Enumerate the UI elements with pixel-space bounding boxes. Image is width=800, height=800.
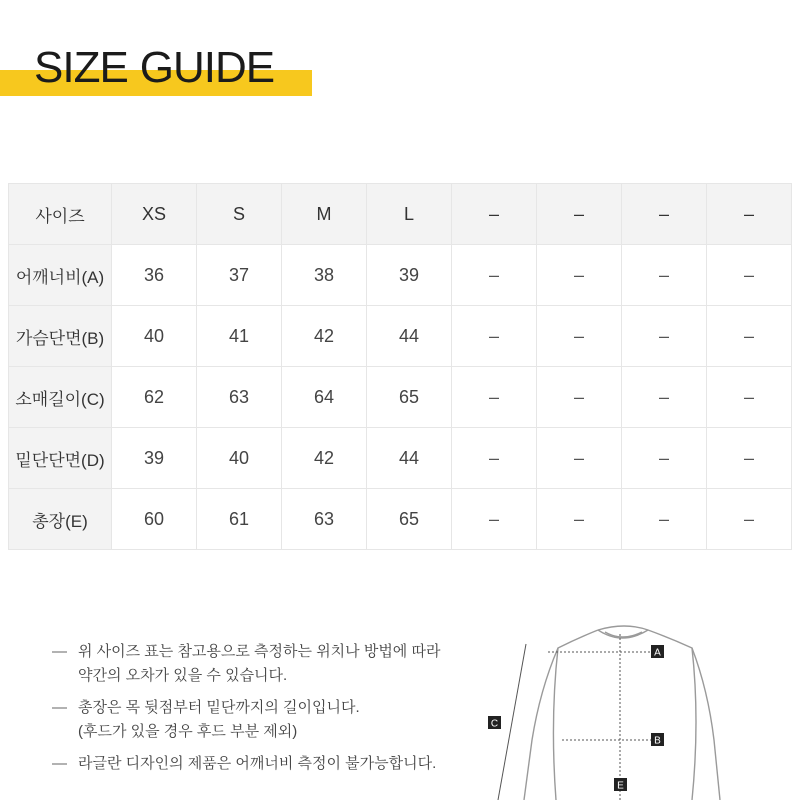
note-item [52,752,482,776]
table-cell: 42 [282,428,367,489]
table-cell: – [452,489,537,550]
table-header-cell: 사이즈 [9,184,112,245]
table-row [9,306,792,367]
table-cell: – [537,306,622,367]
table-cell: – [452,245,537,306]
table-cell: – [707,367,792,428]
table-cell: – [622,306,707,367]
table-cell: 41 [197,306,282,367]
title-word-size: SIZE [34,43,128,92]
table-cell: – [707,428,792,489]
table-cell: – [452,306,537,367]
table-cell: 38 [282,245,367,306]
label-e: E [617,780,624,792]
note-item [52,696,482,744]
table-header-cell: XS [112,184,197,245]
table-cell: 63 [282,489,367,550]
table-cell: – [622,489,707,550]
table-cell: – [622,367,707,428]
table-cell: 61 [197,489,282,550]
table-header-cell: – [707,184,792,245]
table-cell: 62 [112,367,197,428]
note-dash: — [52,643,67,660]
table-cell: 40 [112,306,197,367]
note-dash: — [52,755,67,772]
table-cell: – [452,428,537,489]
note-text: 위 사이즈 표는 참고용으로 측정하는 위치나 방법에 따라 약간의 오차가 있을 수 있습니다. [78,643,441,684]
page-title [34,42,274,94]
size-table [8,183,792,550]
table-header-cell: – [622,184,707,245]
table-header-cell: S [197,184,282,245]
table-header-row [9,184,792,245]
table-cell: – [622,245,707,306]
table-cell: – [537,367,622,428]
note-text: 총장은 목 뒷점부터 밑단까지의 길이입니다. (후드가 있을 경우 후드 부분 제외) [78,699,360,740]
table-header-cell: – [537,184,622,245]
label-c: C [490,718,499,730]
table-cell: 39 [112,428,197,489]
table-cell: – [622,428,707,489]
table-row [9,428,792,489]
table-header-cell: – [452,184,537,245]
table-cell: 39 [367,245,452,306]
table-cell: – [537,428,622,489]
table-row [9,367,792,428]
table-cell: 44 [367,306,452,367]
label-a: A [654,647,661,659]
table-cell: – [707,306,792,367]
row-label: 어깨너비(A) [9,245,112,306]
note-text: 라글란 디자인의 제품은 어깨너비 측정이 불가능합니다. [78,755,437,772]
table-cell: – [537,245,622,306]
table-cell: 44 [367,428,452,489]
table-cell: 60 [112,489,197,550]
title-word-guide: GUIDE [139,43,275,92]
table-cell: 65 [367,367,452,428]
row-label: 소매길이(C) [9,367,112,428]
table-cell: – [707,245,792,306]
table-cell: 36 [112,245,197,306]
measurement-notes [52,640,482,784]
measure-line-c [498,644,526,800]
table-cell: 40 [197,428,282,489]
table-cell: 42 [282,306,367,367]
table-row [9,489,792,550]
garment-measurement-diagram [470,620,800,800]
table-header-cell: M [282,184,367,245]
table-cell: – [707,489,792,550]
note-item [52,640,482,688]
table-cell: – [537,489,622,550]
row-label: 총장(E) [9,489,112,550]
table-cell: – [452,367,537,428]
row-label: 가슴단면(B) [9,306,112,367]
table-cell: 65 [367,489,452,550]
table-cell: 64 [282,367,367,428]
label-b: B [654,735,661,747]
table-cell: 37 [197,245,282,306]
table-header-cell: L [367,184,452,245]
row-label: 밑단단면(D) [9,428,112,489]
note-dash: — [52,699,67,716]
table-row [9,245,792,306]
table-cell: 63 [197,367,282,428]
size-guide-header [0,42,320,102]
